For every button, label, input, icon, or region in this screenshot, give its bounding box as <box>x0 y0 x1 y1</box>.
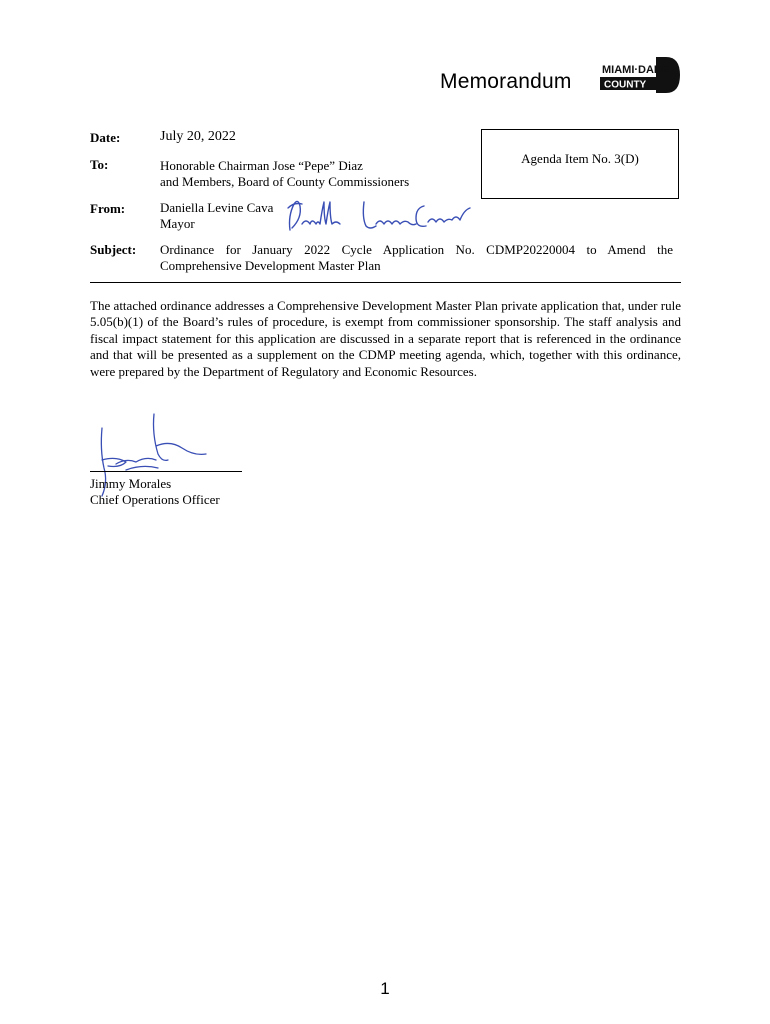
miami-dade-county-logo <box>600 57 680 97</box>
signer-name: Jimmy Morales <box>90 476 172 491</box>
subject-label: Subject: <box>90 242 137 257</box>
logo-line1: MIAMI·DADE <box>602 64 670 76</box>
memorandum-title: Memorandum <box>440 70 572 93</box>
signer-title: Chief Operations Officer <box>90 492 220 507</box>
to-label: To: <box>90 157 109 172</box>
to-line1: Honorable Chairman Jose “Pepe” Diaz <box>160 158 363 173</box>
from-line2: Mayor <box>160 216 195 231</box>
logo-line2: COUNTY <box>604 79 647 91</box>
subject-line1: Ordinance for January 2022 Cycle Application No. CDMP20220004 to Amend the <box>160 242 673 257</box>
agenda-item-box <box>481 129 679 199</box>
page-number: 1 <box>380 979 390 998</box>
from-line1: Daniella Levine Cava <box>160 200 274 215</box>
to-line2: and Members, Board of County Commissioners <box>160 174 410 189</box>
header-divider <box>90 282 681 283</box>
mayor-signature <box>284 196 474 241</box>
date-value: July 20, 2022 <box>160 129 236 144</box>
signature-line <box>90 471 242 472</box>
from-label: From: <box>90 201 126 216</box>
subject-line2: Comprehensive Development Master Plan <box>160 258 381 273</box>
agenda-item-text: Agenda Item No. 3(D) <box>521 151 639 166</box>
body-paragraph: The attached ordinance addresses a Comprehensive Development Master Plan private application that, under rule 5.05(b)(1) of the Board’s rules of procedure, is exempt from commissioner sponsorship. The staff analysis and fiscal impact statement for this application are discussed in a separate report that is referenced in the ordinance and that will be presented as a supplement on the CDMP meeting agenda, which, together with this ordinance, were prepared by the Department of Regulatory and Economic Resources. <box>90 298 681 379</box>
date-label: Date: <box>90 130 121 145</box>
